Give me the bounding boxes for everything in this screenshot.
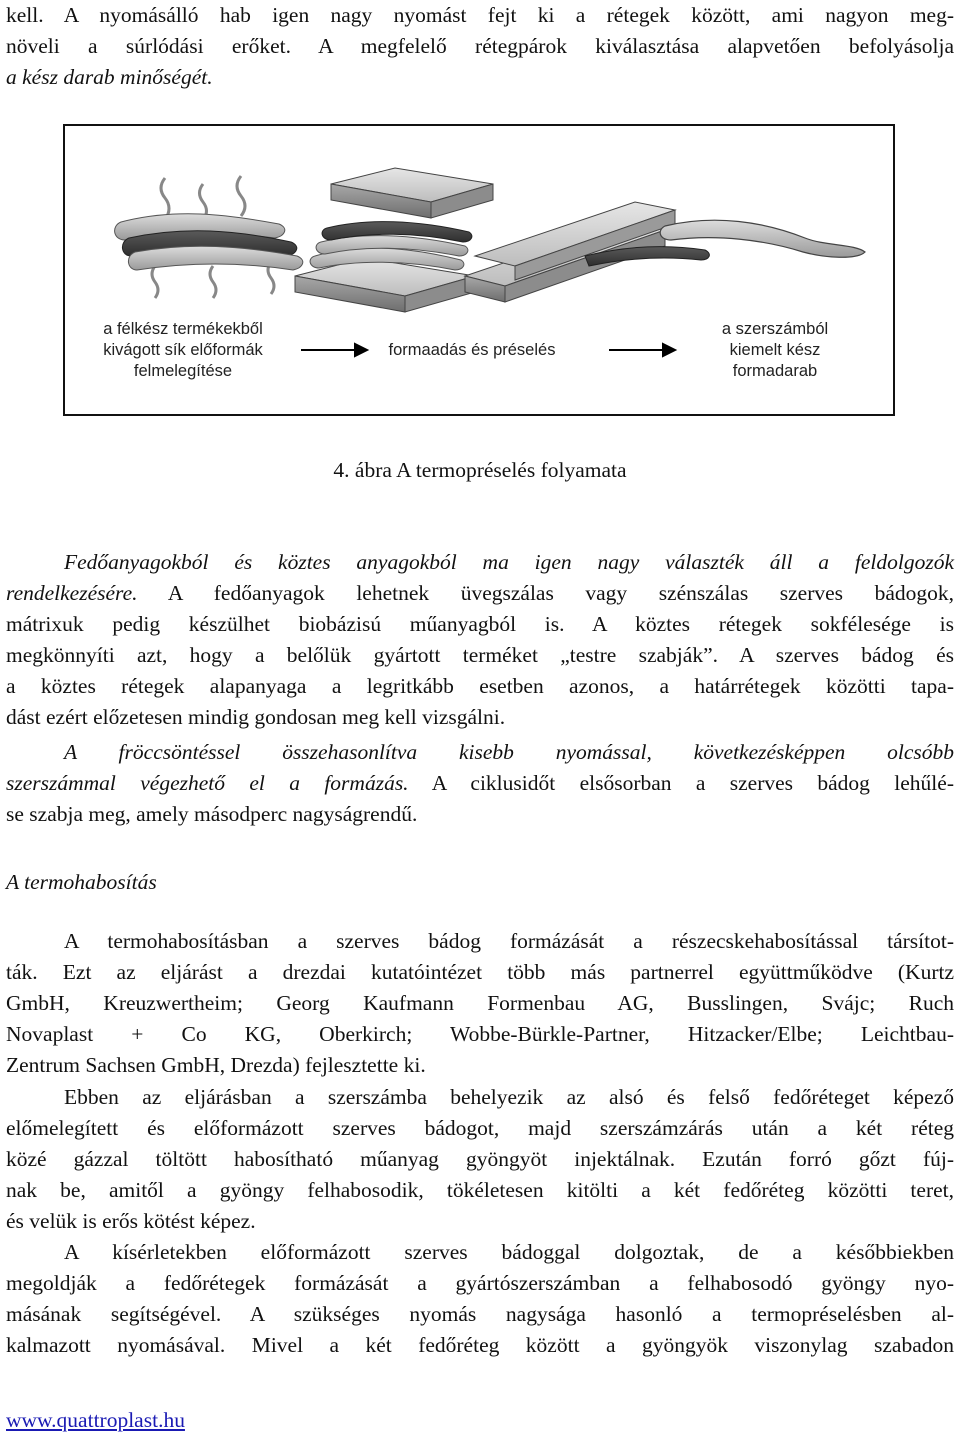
text-line: Ebben az eljárásban a szerszámba behelyezik az alsó és felső fedőréteget képező bbox=[64, 1085, 954, 1109]
text-line: ták. Ezt az eljárást a drezdai kutatóintézet több más partnerrel együttműködve (Kurtz bbox=[6, 960, 954, 984]
text-line: Zentrum Sachsen GmbH, Drezda) fejlesztette ki. bbox=[6, 1053, 426, 1077]
text-line: a köztes rétegek alapanyaga a legritkább esetben azonos, a határrétegek közötti tapa- bbox=[6, 674, 954, 698]
text-line: mátrixuk pedig készülhet biobázisú műanyagból is. A köztes rétegek sokfélesége is bbox=[6, 612, 954, 636]
text-line: Fedőanyagokból és köztes anyagokból ma igen nagy választék áll a feldolgozók bbox=[64, 550, 954, 574]
text-line: A kísérletekben előformázott szerves bádoggal dolgoztak, de a későbbiekben bbox=[64, 1240, 954, 1264]
step-label-pressing: formaadás és préselés bbox=[388, 341, 556, 359]
text-line: dást ezért előzetesen mindig gondosan meg kell vizsgálni. bbox=[6, 705, 506, 729]
text-line: előmelegített és előformázott szerves bádogot, majd szerszámzárás után a két réteg bbox=[6, 1116, 954, 1140]
text-line: növeli a súrlódási erőket. A megfelelő rétegpárok kiválasztása alapvetően befolyásolja bbox=[6, 34, 954, 58]
text-line: megkönnyíti azt, hogy a belőlük gyártott terméket „testre szabják”. A szerves bádog és bbox=[6, 643, 954, 667]
figure-caption: 4. ábra A termopréselés folyamata bbox=[333, 458, 627, 482]
text-line: GmbH, Kreuzwertheim; Georg Kaufmann Formenbau AG, Busslingen, Svájc; Ruch bbox=[6, 991, 954, 1015]
section-heading: A termohabosítás bbox=[6, 870, 157, 894]
body-paragraph bbox=[6, 547, 954, 733]
text-line: megoldják a fedőrétegek formázását a gyártószerszámban a felhabosodó gyöngy nyo- bbox=[6, 1271, 954, 1295]
text-line: rendelkezésére. A fedőanyagok lehetnek üvegszálas vagy szénszálas szerves bádogok, bbox=[6, 581, 954, 605]
body-paragraph bbox=[6, 737, 954, 830]
text-line: közé gázzal töltött habosítható műanyag gyöngyöt injektálnak. Ezután forró gőzt fúj- bbox=[6, 1147, 954, 1171]
website-link[interactable]: www.quattroplast.hu bbox=[6, 1408, 185, 1432]
text-line: A termohabosításban a szerves bádog formázását a részecskehabosítással társítot- bbox=[64, 929, 954, 953]
text-line: A fröccsöntéssel összehasonlítva kisebb nyomással, következésképpen olcsóbb bbox=[64, 740, 954, 764]
text-line: a kész darab minőségét. bbox=[6, 65, 213, 89]
text-line: szerszámmal végezhető el a formázás. A ciklusidőt elsősorban a szerves bádog lehűlé- bbox=[6, 771, 954, 795]
intro-paragraph bbox=[6, 0, 954, 93]
closed-tool bbox=[465, 202, 709, 302]
step-label-heating: a félkész termékekből kivágott sík előformák felmelegítése bbox=[103, 320, 263, 380]
process-figure bbox=[63, 124, 895, 416]
body-paragraph bbox=[6, 1082, 954, 1237]
preform-sheets bbox=[115, 214, 303, 270]
step-label-demolding: a szerszámból kiemelt kész formadarab bbox=[721, 320, 829, 380]
body-paragraph bbox=[6, 1237, 954, 1361]
body-paragraph bbox=[6, 926, 954, 1081]
text-line: nak be, amitől a gyöngy felhabosodik, tökéletesen kitölti a két fedőréteg közötti teret, bbox=[6, 1178, 954, 1202]
press-tool bbox=[295, 168, 493, 312]
arrow-icon bbox=[301, 344, 367, 356]
text-line: kell. A nyomásálló hab igen nagy nyomást fejt ki a rétegek között, ami nagyon meg- bbox=[6, 3, 954, 27]
arrow-icon bbox=[609, 344, 675, 356]
text-line: Novaplast + Co KG, Oberkirch; Wobbe-Bürkle-Partner, Hitzacker/Elbe; Leichtbau- bbox=[6, 1022, 954, 1046]
text-line: másának segítségével. A szükséges nyomás nagysága hasonló a termopréselésben al- bbox=[6, 1302, 954, 1326]
text-line: kalmazott nyomásával. Mivel a két fedőréteg között a gyöngyök viszonylag szabadon bbox=[6, 1333, 954, 1357]
text-line: és velük is erős kötést képez. bbox=[6, 1209, 256, 1233]
text-line: se szabja meg, amely másodperc nagyságrendű. bbox=[6, 802, 418, 826]
